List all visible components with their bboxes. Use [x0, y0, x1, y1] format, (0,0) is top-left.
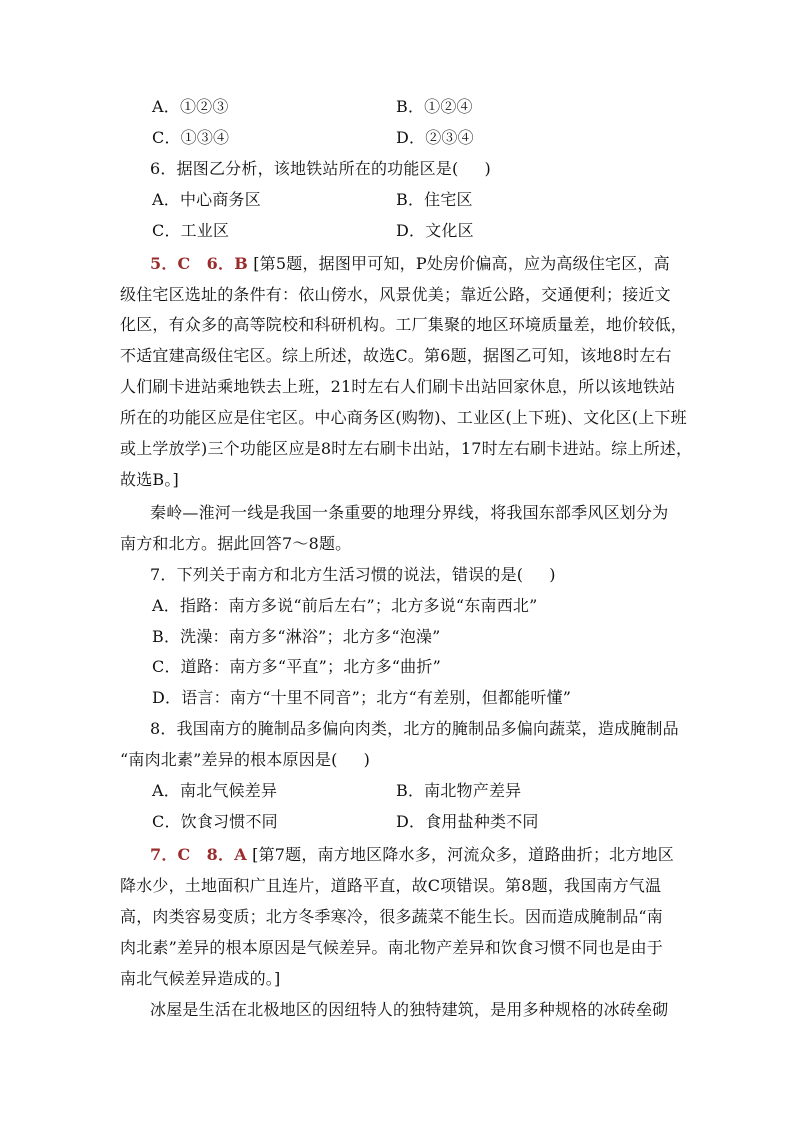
- q8-stem-close: ): [363, 750, 371, 769]
- q4-option-b: B．①②④: [396, 97, 473, 116]
- q4-option-a: A．①②③: [152, 97, 229, 116]
- answer-5-6-line: [第5题，据图甲可知，P处房价偏高，应为高级住宅区，高: [253, 254, 670, 273]
- q6-option-c: C．工业区: [152, 221, 230, 240]
- answer-5-6-line: 人们刷卡进站乘地铁去上班，21时左右人们刷卡出站回家休息，所以该地铁站: [120, 377, 676, 396]
- answer-7-8-line: 高，肉类容易变质；北方冬季寒冷，很多蔬菜不能生长。因而造成腌制品“南: [120, 907, 663, 926]
- q7-option-d: D．语言：南方“十里不同音”；北方“有差别，但都能听懂”: [152, 688, 572, 707]
- answer-5-6-line: 级住宅区选址的条件有：依山傍水，风景优美；靠近公路，交通便利；接近文: [120, 285, 671, 304]
- intro-7-8-line: 南方和北方。据此回答7～8题。: [120, 534, 352, 553]
- q8-stem-line2: [120, 750, 370, 770]
- q7-option-b: B．洗澡：南方多“淋浴”；北方多“泡澡”: [152, 627, 441, 646]
- q6-stem-text: 6．据图乙分析，该地铁站所在的功能区是(: [150, 159, 459, 178]
- q4-option-c: C．①③④: [152, 128, 230, 147]
- answer-5-6-key: 5．C 6．B: [150, 254, 248, 273]
- intro-igloo-line: 冰屋是生活在北极地区的因纽特人的独特建筑，是用多种规格的冰砖垒砌: [150, 1000, 669, 1019]
- q8-stem-line1: 8．我国南方的腌制品多偏向肉类，北方的腌制品多偏向蔬菜，造成腌制品: [150, 719, 679, 738]
- q7-option-c: C．道路：南方多“平直”；北方多“曲折”: [152, 657, 441, 676]
- q6-option-d: D．文化区: [396, 221, 474, 240]
- q7-option-a: A．指路：南方多说“前后左右”；北方多说“东南西北”: [152, 596, 538, 615]
- intro-7-8-line: 秦岭—淮河一线是我国一条重要的地理分界线，将我国东部季风区划分为: [150, 503, 669, 522]
- answer-5-6-first-line: [150, 254, 670, 274]
- q7-stem-text: 7．下列关于南方和北方生活习惯的说法，错误的是(: [150, 565, 524, 584]
- answer-5-6-line: 不适宜建高级住宅区。综上所述，故选C。第6题，据图乙可知，该地8时左右: [120, 346, 672, 365]
- answer-7-8-line: 南北气候差异造成的。]: [120, 969, 281, 988]
- q8-option-d: D．食用盐种类不同: [396, 812, 539, 831]
- answer-5-6-line: 或上学放学)三个功能区应是8时左右刷卡出站，17时左右刷卡进站。综上所述，: [120, 439, 693, 458]
- answer-7-8-line: 降水少，土地面积广且连片，道路平直，故C项错误。第8题，我国南方气温: [120, 876, 662, 895]
- q6-option-a: A．中心商务区: [152, 190, 261, 209]
- q7-stem-close: ): [549, 565, 556, 584]
- answer-7-8-line: [第7题，南方地区降水多，河流众多，道路曲折；北方地区: [252, 845, 674, 864]
- q6-option-b: B．住宅区: [396, 190, 473, 209]
- answer-7-8-key: 7．C 8．A: [150, 845, 247, 864]
- q8-stem-text: “南肉北素”差异的根本原因是(: [120, 750, 338, 769]
- q8-option-b: B．南北物产差异: [396, 781, 522, 800]
- q8-option-a: A．南北气候差异: [152, 781, 278, 800]
- answer-7-8-line: 肉北素”差异的根本原因是气候差异。南北物产差异和饮食习惯不同也是由于: [120, 938, 663, 957]
- q8-option-c: C．饮食习惯不同: [152, 812, 278, 831]
- answer-5-6-line: 故选B。]: [120, 470, 180, 489]
- answer-5-6-line: 所在的功能区应是住宅区。中心商务区(购物)、工业区(上下班)、文化区(上下班: [120, 408, 687, 427]
- answer-5-6-line: 化区，有众多的高等院校和科研机构。工厂集聚的地区环境质量差，地价较低，: [120, 315, 688, 334]
- q6-stem-close: ): [484, 159, 491, 178]
- q7-stem: [150, 565, 556, 585]
- answer-7-8-first-line: [150, 845, 674, 865]
- q4-option-d: D．②③④: [396, 128, 474, 147]
- q6-stem: [150, 159, 491, 179]
